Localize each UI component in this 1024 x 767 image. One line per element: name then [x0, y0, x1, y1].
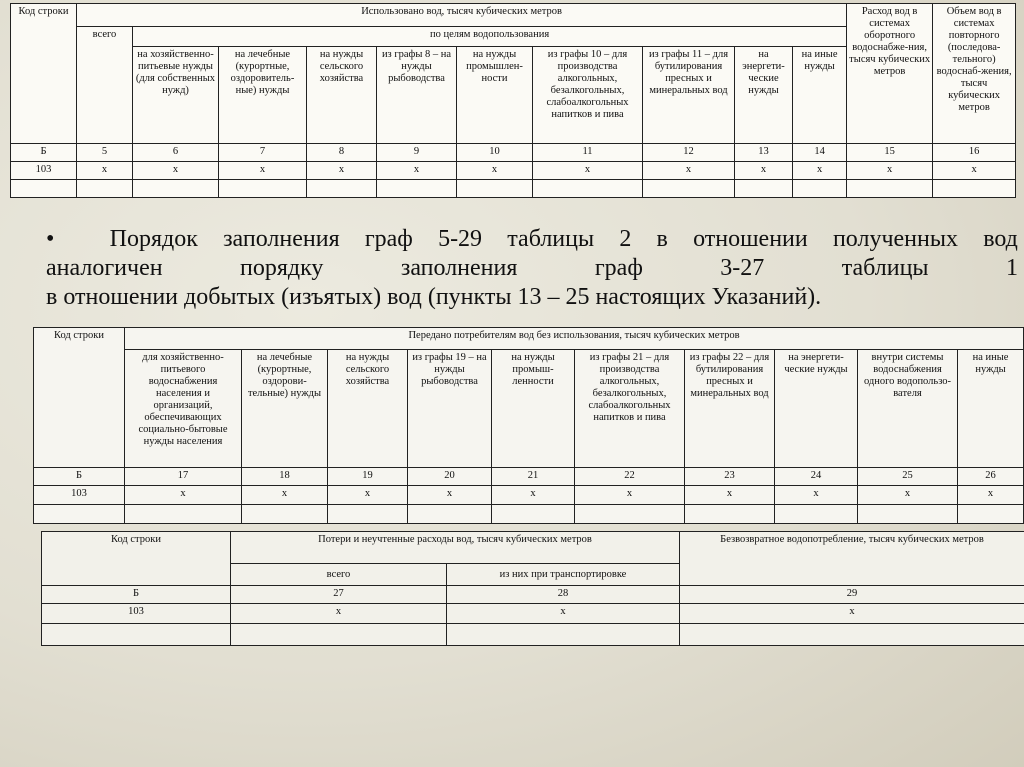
table-cell: Б [11, 144, 77, 162]
table-row-empty [11, 180, 1016, 198]
table-cell: x [242, 486, 328, 505]
table-cell: x [680, 604, 1024, 624]
header-col-25: внутри системы водоснабжения одного водопользо-вателя [858, 350, 958, 468]
header-col-22: из графы 21 – для производства алкогольных, безалкогольных, слабоалкогольных напитков и пива [575, 350, 685, 468]
header-col-23: из графы 22 – для бутилирования пресных и минеральных вод [685, 350, 775, 468]
header-vsego: всего [231, 564, 447, 586]
table-row-103 [42, 604, 1024, 624]
table-cell: 6 [133, 144, 219, 162]
table-cell: 27 [231, 586, 447, 604]
table-cell: x [125, 486, 242, 505]
table-cell: 21 [492, 468, 575, 486]
table-cell: 19 [328, 468, 408, 486]
table-losses [41, 531, 1024, 646]
table-cell: x [408, 486, 492, 505]
table-cell: x [231, 604, 447, 624]
header-col-12: из графы 11 – для бутилирования пресных и минеральных вод [643, 47, 735, 144]
table-cell: 22 [575, 468, 685, 486]
bullet-marker: • [46, 226, 55, 252]
table-cell: x [643, 162, 735, 180]
table-cell: 23 [685, 468, 775, 486]
table-cell: 14 [793, 144, 847, 162]
table-row-empty [42, 624, 1024, 646]
table-cell: 12 [643, 144, 735, 162]
table-cell: 9 [377, 144, 457, 162]
header-recirculation: Расход вод в системах оборотного водоснабже-ния, тысяч кубических метров [847, 4, 933, 144]
header-col-14: на иные нужды [793, 47, 847, 144]
table-cell: x [457, 162, 533, 180]
table-cell: 26 [958, 468, 1024, 486]
table-cell: 11 [533, 144, 643, 162]
header-losses: Потери и неучтенные расходы вод, тысяч кубических метров [231, 532, 680, 564]
table-cell: 28 [447, 586, 680, 604]
table-cell: x [775, 486, 858, 505]
table-row-103 [11, 162, 1016, 180]
table-cell: x [933, 162, 1016, 180]
header-col-18: на лечебные (курортные, оздорови-тельные) нужды [242, 350, 328, 468]
header-col-9: из графы 8 – на нужды рыбоводства [377, 47, 457, 144]
header-col-11: из графы 10 – для производства алкогольных, безалкогольных, слабоалкогольных напитков и пива [533, 47, 643, 144]
table-cell: Б [34, 468, 125, 486]
header-used-water: Использовано вод, тысяч кубических метров [77, 4, 847, 27]
table-cell: 103 [34, 486, 125, 505]
table-cell: x [735, 162, 793, 180]
table-cell: 7 [219, 144, 307, 162]
header-transport: из них при транспортировке [447, 564, 680, 586]
table-cell: 5 [77, 144, 133, 162]
table-cell: x [307, 162, 377, 180]
table-cell: x [858, 486, 958, 505]
header-col-10: на нужды промышлен-ности [457, 47, 533, 144]
header-irrecoverable: Безвозвратное водопотребление, тысяч кубических метров [680, 532, 1024, 586]
header-reuse: Объем вод в системах повторного (последова-тельного) водоснаб-жения, тысяч кубических метров [933, 4, 1016, 144]
header-kod-stroki: Код строки [42, 532, 231, 586]
table-cell: x [958, 486, 1024, 505]
header-col-8: на нужды сельского хозяйства [307, 47, 377, 144]
table-cell: 18 [242, 468, 328, 486]
header-col-17: для хозяйственно-питьевого водоснабжения населения и организаций, обеспечивающих социально-бытовые нужды населения [125, 350, 242, 468]
table-cell: 20 [408, 468, 492, 486]
header-vsego: всего [77, 27, 133, 144]
table-cell: x [447, 604, 680, 624]
header-col-20: из графы 19 – на нужды рыбоводства [408, 350, 492, 468]
table-cell: x [793, 162, 847, 180]
bullet-line-3: в отношении добытых (изъятых) вод (пункты 13 – 25 настоящих Указаний). [46, 284, 822, 310]
header-col-19: на нужды сельского хозяйства [328, 350, 408, 468]
table-cell: x [575, 486, 685, 505]
table-cell: x [133, 162, 219, 180]
table-water-used [10, 3, 1016, 198]
header-kod-stroki: Код строки [11, 4, 77, 144]
table-cell: x [685, 486, 775, 505]
header-col-13: на энергети-ческие нужды [735, 47, 793, 144]
header-transferred: Передано потребителям вод без использования, тысяч кубических метров [125, 328, 1024, 350]
header-col-24: на энергети-ческие нужды [775, 350, 858, 468]
table-cell: x [328, 486, 408, 505]
table-cell: 103 [42, 604, 231, 624]
table-cell: 24 [775, 468, 858, 486]
table-row-numbers [34, 468, 1024, 486]
header-kod-stroki: Код строки [34, 328, 125, 468]
bullet-line-2: аналогичен порядку заполнения граф 3-27 таблицы 1 [46, 255, 1018, 281]
table-cell: x [492, 486, 575, 505]
table-cell: Б [42, 586, 231, 604]
table-cell: x [77, 162, 133, 180]
header-col-7: на лечебные (курортные, оздоровитель-ные) нужды [219, 47, 307, 144]
table-row-103 [34, 486, 1024, 505]
table-row-empty [34, 505, 1024, 524]
table-row-numbers [11, 144, 1016, 162]
table-cell: 29 [680, 586, 1024, 604]
table-cell: 25 [858, 468, 958, 486]
table-cell: x [377, 162, 457, 180]
table-cell: x [533, 162, 643, 180]
table-cell: x [219, 162, 307, 180]
table-cell: 17 [125, 468, 242, 486]
header-col-21: на нужды промыш-ленности [492, 350, 575, 468]
table-cell: 16 [933, 144, 1016, 162]
bullet-line-1: • Порядок заполнения граф 5-29 таблицы 2 в отношении полученных вод [46, 226, 1018, 252]
table-transferred-water [33, 327, 1024, 524]
bullet-paragraph [46, 225, 1018, 312]
table-cell: 13 [735, 144, 793, 162]
header-col-26: на иные нужды [958, 350, 1024, 468]
table-cell: 10 [457, 144, 533, 162]
table-cell: 15 [847, 144, 933, 162]
table-row-numbers [42, 586, 1024, 604]
table-cell: 103 [11, 162, 77, 180]
table-cell: x [847, 162, 933, 180]
header-col-6: на хозяйственно-питьевые нужды (для собственных нужд) [133, 47, 219, 144]
header-by-purpose: по целям водопользования [133, 27, 847, 47]
table-cell: 8 [307, 144, 377, 162]
